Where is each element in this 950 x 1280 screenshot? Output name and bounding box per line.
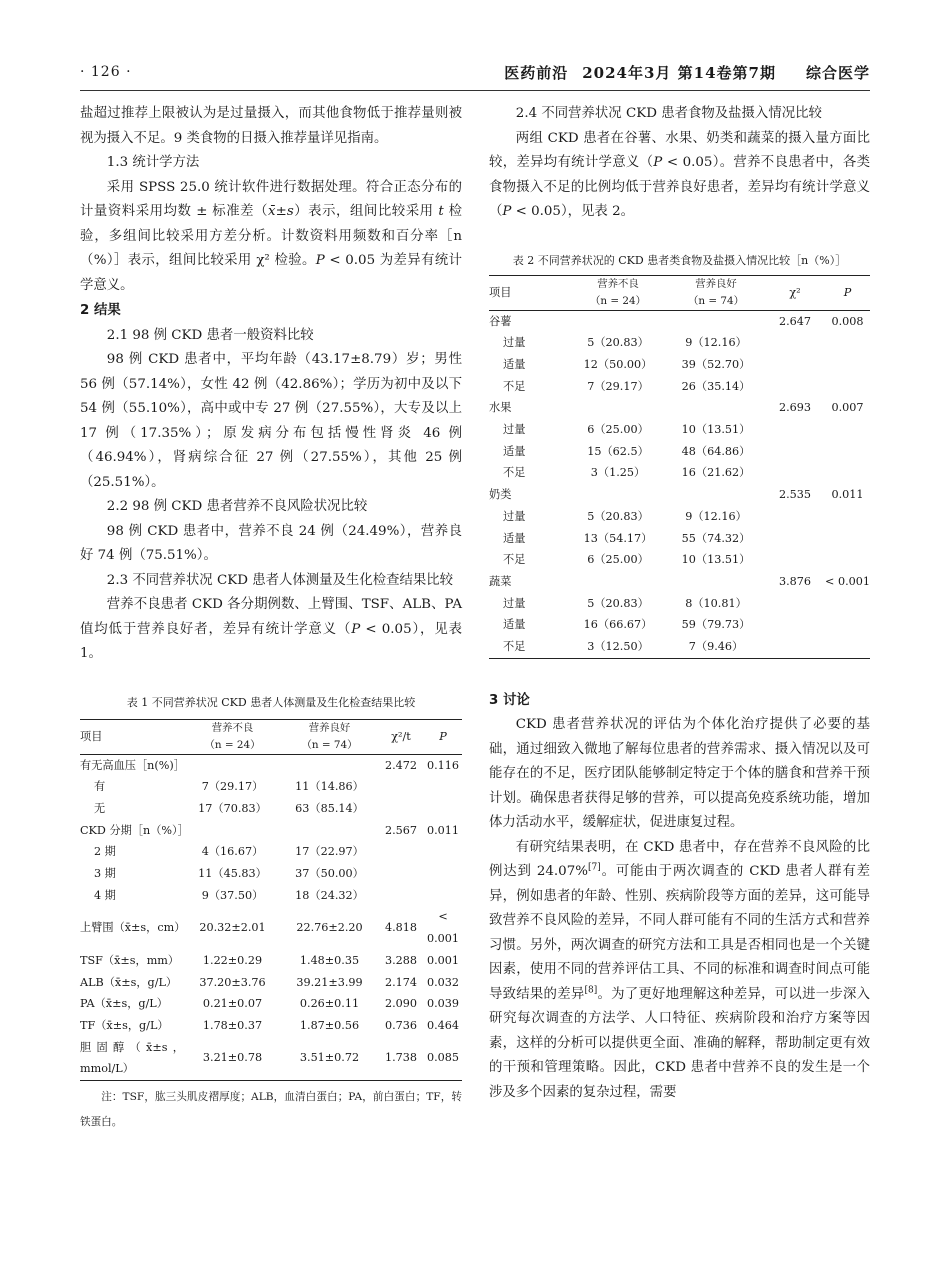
cell-item: 适量 — [503, 357, 526, 371]
paragraph-anthropometry: 营养不良患者 CKD 各分期例数、上臂围、TSF、ALB、PA 值均低于营养良好者，差异有统计学意义（P < 0.05），见表 1。 — [80, 597, 462, 661]
table-row — [80, 798, 462, 820]
cell-stat: 2.090 — [384, 997, 418, 1011]
cell-p — [424, 841, 462, 863]
cell-stat: 3.876 — [778, 574, 812, 588]
cell-stat — [765, 462, 825, 484]
cell-item: 适量 — [503, 531, 526, 545]
cell-group1 — [184, 820, 281, 842]
table-row — [489, 310, 870, 332]
cell-group2: 55（74.32） — [681, 531, 751, 545]
cell-item: 蔬菜 — [489, 574, 512, 588]
cell-stat — [378, 863, 424, 885]
table-1-header-stat: χ²/t — [378, 719, 424, 754]
table-row — [80, 820, 462, 842]
table-row — [489, 484, 870, 506]
section-2-title: 2 结果 — [80, 303, 121, 318]
cell-group2: 39（52.70） — [681, 357, 751, 371]
cell-group1: 3.21±0.78 — [184, 1037, 281, 1081]
cell-stat — [378, 841, 424, 863]
table-1-header-item: 项目 — [80, 719, 184, 754]
section-2-4-title: 2.4 不同营养状况 CKD 患者食物及盐摄入情况比较 — [515, 106, 822, 121]
cell-stat — [765, 441, 825, 463]
cell-group1: 17（70.83） — [198, 801, 267, 815]
cell-group1: 1.22±0.29 — [202, 953, 263, 967]
cell-stat — [765, 549, 825, 571]
cell-item: 适量 — [503, 444, 526, 458]
cell-item: TF（x̄±s，g/L） — [80, 1018, 169, 1032]
cell-group2: 22.76±2.20 — [296, 921, 363, 935]
cell-stat — [765, 332, 825, 354]
cell-group1 — [184, 754, 281, 776]
cell-p — [825, 354, 870, 376]
cell-item: 不足 — [503, 466, 526, 480]
cell-item: 过量 — [503, 596, 526, 610]
cell-group2: 18（24.32） — [295, 888, 364, 902]
table-row — [489, 332, 870, 354]
cell-item: 不足 — [489, 636, 569, 658]
table-2-header-p: P — [825, 275, 870, 310]
cell-group2 — [667, 397, 765, 419]
cell-item: 3 期 — [94, 867, 116, 881]
cell-group2: 1.48±0.35 — [299, 953, 360, 967]
cell-item: 适量 — [503, 618, 526, 632]
table-2-header-group2: 营养良好 — [667, 275, 765, 293]
table-row — [80, 863, 462, 885]
cell-group2 — [667, 310, 765, 332]
cell-group1: 6（25.00） — [587, 423, 649, 437]
cell-p: 0.116 — [426, 758, 460, 772]
cell-p — [825, 636, 870, 658]
cell-p — [825, 614, 870, 636]
table-row — [489, 419, 870, 441]
table-2 — [489, 275, 870, 659]
cell-p — [825, 506, 870, 528]
cell-group2: 9（12.16） — [685, 336, 747, 350]
running-header — [80, 62, 870, 86]
cell-p: 0.007 — [831, 401, 864, 415]
cell-p: 0.032 — [426, 975, 460, 989]
cell-stat: 4.818 — [384, 921, 418, 935]
table-1 — [80, 719, 462, 1082]
cell-item: 上臂围（x̄±s，cm） — [80, 921, 186, 935]
cell-group2: 3.51±0.72 — [281, 1037, 378, 1081]
page-number: · 126 · — [80, 64, 132, 80]
cell-group2: 10（13.51） — [681, 553, 751, 567]
section-2-3-title: 2.3 不同营养状况 CKD 患者人体测量及生化检查结果比较 — [106, 572, 454, 588]
table-row — [80, 1015, 462, 1037]
cell-p: 0.008 — [831, 314, 864, 328]
reference-8: [8] — [584, 985, 598, 996]
table-2-header-group1: 营养不良 — [569, 275, 667, 293]
journal-issue: 2024年3月 第14卷第7期 — [582, 64, 776, 82]
cell-item: 过量 — [503, 509, 526, 523]
cell-group2: 9（12.16） — [685, 509, 747, 523]
table-row — [489, 571, 870, 593]
table-row — [80, 993, 462, 1015]
cell-p: 0.011 — [426, 823, 460, 837]
right-column — [489, 102, 870, 1105]
cell-p: 0.085 — [424, 1037, 462, 1081]
cell-p: 0.039 — [426, 997, 460, 1011]
cell-item: 奶类 — [489, 488, 512, 502]
cell-stat: 1.738 — [378, 1037, 424, 1081]
cell-group2: 8（10.81） — [685, 596, 747, 610]
cell-stat — [378, 798, 424, 820]
table-row — [489, 397, 870, 419]
cell-stat — [765, 593, 825, 615]
cell-group1: 3（1.25） — [590, 466, 646, 480]
cell-stat — [765, 614, 825, 636]
cell-p: 0.464 — [426, 1018, 460, 1032]
cell-stat — [765, 354, 825, 376]
table-row — [80, 754, 462, 776]
cell-p — [424, 776, 462, 798]
cell-item: 胆固醇（x̄±s，mmol/L） — [80, 1037, 184, 1081]
cell-item: 有无高血压［n(%)］ — [80, 758, 185, 772]
paragraph-malnutrition-risk: 98 例 CKD 患者中，营养不良 24 例（24.49%），营养良好 74 例（75.51%）。 — [80, 523, 462, 563]
cell-item: 过量 — [503, 423, 526, 437]
table-row — [489, 462, 870, 484]
cell-group2: 16（21.62） — [681, 466, 751, 480]
cell-group1: 5（20.83） — [587, 596, 649, 610]
table-row — [80, 906, 462, 949]
table-row — [489, 614, 870, 636]
cell-p — [825, 593, 870, 615]
cell-stat: 2.647 — [778, 314, 812, 328]
table-row — [489, 549, 870, 571]
cell-p: 0.001 — [426, 953, 460, 967]
cell-stat: 2.535 — [778, 488, 812, 502]
cell-stat: 0.736 — [384, 1018, 418, 1032]
cell-p — [825, 332, 870, 354]
cell-group2: 37（50.00） — [295, 867, 364, 881]
table-1-header-group2-n: （n = 74） — [281, 737, 378, 755]
table-1-note: 注：TSF，肱三头肌皮褶厚度；ALB，血清白蛋白；PA，前白蛋白；TF，转铁蛋白。 — [80, 1091, 462, 1129]
reference-7: [7] — [587, 862, 601, 873]
table-1-caption: 表 1 不同营养状况 CKD 患者人体测量及生化检查结果比较 — [126, 695, 416, 709]
cell-p — [825, 441, 870, 463]
cell-group1: 1.78±0.37 — [202, 1018, 263, 1032]
table-1-header-p: P — [424, 719, 462, 754]
table-row — [80, 841, 462, 863]
paragraph-general-data: 98 例 CKD 患者中，平均年龄（43.17±8.79）岁；男性 56 例（57.14%），女性 42 例（42.86%）；学历为初中及以下 54 例（55.10%），高中或中专 27 例（27.55%），大专及以上 17 例（17.35%）；原发病分布包括慢性肾炎 46 例（46.94%），肾病综合征 27 例（27.55%），其他 25 例（25.51%）。 — [80, 352, 462, 490]
cell-group1 — [569, 397, 667, 419]
cell-stat: 2.472 — [384, 758, 418, 772]
cell-group1: 6（25.00） — [587, 553, 649, 567]
cell-stat: 2.174 — [384, 975, 418, 989]
cell-group1: 5（20.83） — [587, 336, 649, 350]
cell-item: CKD 分期［n（%）］ — [80, 823, 189, 837]
cell-stat — [378, 776, 424, 798]
paragraph-discussion-1: CKD 患者营养状况的评估为个体化治疗提供了必要的基础，通过细致入微地了解每位患者的营养需求、摄入情况以及可能存在的不足，医疗团队能够制定特定于个体的膳食和营养干预计划。确保患者获得足够的营养，可以提高免疫系统功能，增加体力活动水平，缓解症状，促进康复过程。 — [489, 717, 870, 831]
cell-item: PA（x̄±s，g/L） — [80, 997, 168, 1011]
cell-stat: 2.567 — [384, 823, 418, 837]
paragraph-statistics: 采用 SPSS 25.0 统计软件进行数据处理。符合正态分布的计量资料采用均数 ± 标准差（x̄±s）表示，组间比较采用 t 检验，多组间比较采用方差分析。计数资料用频数和百分率［n（%）］表示，组间比较采用 χ² 检验。P < 0.05 为差异有统计学意义。 — [80, 179, 462, 293]
paragraph-discussion-2: 有研究结果表明，在 CKD 患者中，存在营养不良风险的比例达到 24.07%[7]。可能由于两次调查的 CKD 患者人群有差异，例如患者的年龄、性别、疾病阶段等方面的差异，这可能导致营养不良风险的差异，不同人群可能有不同的生活方式和营养习惯。另外，两次调查的研究方法和工具是否相同也是一个关键因素，使用不同的营养评估工具、不同的标准和调查时间点可能导致结果的差异[8]。为了更好地理解这种差异，可以进一步深入研究每次调查的方法学、人口特征、疾病阶段和治疗方案等因素，这样的分析可以提供更全面、准确的解释，帮助制定更有效的干预和管理策略。因此，CKD 患者中营养不良的发生是一个涉及多个因素的复杂过程，需要 — [489, 839, 871, 1100]
journal-section: 综合医学 — [805, 64, 870, 82]
cell-group1: 11（45.83） — [198, 867, 267, 881]
table-row — [80, 885, 462, 907]
cell-p — [424, 798, 462, 820]
cell-group1: 20.32±2.01 — [199, 921, 266, 935]
table-row — [80, 950, 462, 972]
table-2-header-group2-n: （n = 74） — [667, 293, 765, 311]
cell-p — [825, 528, 870, 550]
table-2-caption: 表 2 不同营养状况的 CKD 患者类食物及盐摄入情况比较［n（%）］ — [512, 253, 847, 267]
table-row — [80, 1037, 462, 1081]
cell-p — [424, 885, 462, 907]
cell-group2 — [281, 820, 378, 842]
table-row — [489, 528, 870, 550]
cell-group2: 0.26±0.11 — [299, 997, 360, 1011]
cell-group1: 9（37.50） — [201, 888, 264, 902]
cell-p — [825, 462, 870, 484]
cell-p — [825, 376, 870, 398]
table-2-header-item: 项目 — [489, 275, 569, 310]
cell-item: 无 — [94, 801, 106, 815]
cell-group2: 7（9.46） — [667, 636, 765, 658]
table-1-header-group1-n: （n = 24） — [184, 737, 281, 755]
cell-item: 水果 — [489, 401, 512, 415]
cell-group1: 0.21±0.07 — [202, 997, 263, 1011]
cell-item: 2 期 — [94, 845, 116, 859]
cell-group2: 11（14.86） — [295, 780, 364, 794]
table-row — [489, 354, 870, 376]
cell-group1 — [569, 310, 667, 332]
cell-item: 不足 — [503, 379, 526, 393]
journal-name: 医药前沿 — [504, 64, 569, 82]
cell-p: 0.011 — [831, 488, 864, 502]
cell-item: 不足 — [503, 553, 526, 567]
table-row — [489, 636, 870, 658]
cell-stat — [765, 636, 825, 658]
cell-group1: 5（20.83） — [587, 509, 649, 523]
cell-group1: 3（12.50） — [569, 636, 667, 658]
cell-stat — [765, 528, 825, 550]
cell-stat — [378, 885, 424, 907]
cell-stat — [765, 376, 825, 398]
cell-group2: 39.21±3.99 — [296, 975, 363, 989]
cell-group1 — [569, 571, 667, 593]
cell-p: < 0.001 — [426, 910, 460, 946]
cell-item: 4 期 — [94, 888, 116, 902]
table-1-header-group2: 营养良好 — [281, 719, 378, 737]
journal-info — [504, 62, 870, 83]
table-row — [489, 593, 870, 615]
cell-item: TSF（x̄±s，mm） — [80, 953, 180, 967]
cell-group1: 37.20±3.76 — [199, 975, 266, 989]
cell-stat — [765, 506, 825, 528]
cell-group2 — [281, 754, 378, 776]
cell-group1: 15（62.5） — [587, 444, 649, 458]
cell-p: < 0.001 — [825, 574, 870, 588]
cell-item: 有 — [94, 780, 106, 794]
cell-group1 — [569, 484, 667, 506]
table-row — [80, 972, 462, 994]
table-row — [80, 776, 462, 798]
section-3-title: 3 讨论 — [489, 692, 530, 708]
cell-group2 — [667, 484, 765, 506]
cell-group2: 1.87±0.56 — [299, 1018, 360, 1032]
cell-item: 过量 — [503, 336, 526, 350]
cell-group1: 12（50.00） — [583, 357, 653, 371]
cell-group2: 63（85.14） — [295, 801, 364, 815]
cell-group1: 7（29.17） — [201, 780, 264, 794]
section-2-2-title: 2.2 98 例 CKD 患者营养不良风险状况比较 — [106, 499, 368, 514]
cell-stat: 2.693 — [778, 401, 812, 415]
header-rule — [80, 90, 870, 91]
cell-p — [825, 549, 870, 571]
table-2-header-stat: χ² — [765, 275, 825, 310]
table-2-header-group1-n: （n = 24） — [569, 293, 667, 311]
section-2-1-title: 2.1 98 例 CKD 患者一般资料比较 — [106, 327, 314, 343]
cell-group2: 10（13.51） — [681, 423, 751, 437]
cell-group1: 16（66.67） — [583, 618, 653, 632]
cell-group1: 13（54.17） — [583, 531, 653, 545]
cell-group2: 48（64.86） — [681, 444, 751, 458]
cell-p — [825, 419, 870, 441]
table-row — [489, 376, 870, 398]
cell-group1: 7（29.17） — [587, 379, 649, 393]
section-1-3-title: 1.3 统计学方法 — [106, 155, 200, 170]
cell-group1: 4（16.67） — [201, 845, 264, 859]
left-column — [80, 102, 462, 1135]
cell-stat: 3.288 — [384, 953, 418, 967]
cell-group2: 59（79.73） — [681, 618, 751, 632]
paragraph-intake-criteria: 盐超过推荐上限被认为是过量摄入，而其他食物低于推荐量则被视为摄入不足。9 类食物的日摄入推荐量详见指南。 — [80, 106, 462, 146]
cell-item: 谷薯 — [489, 314, 512, 328]
paragraph-food-intake: 两组 CKD 患者在谷薯、水果、奶类和蔬菜的摄入量方面比较，差异均有统计学意义（P < 0.05）。营养不良患者中，各类食物摄入不足的比例均低于营养良好患者，差异均有统计学意义（P < 0.05），见表 2。 — [489, 130, 870, 219]
cell-group2: 17（22.97） — [295, 845, 364, 859]
cell-item: ALB（x̄±s，g/L） — [80, 975, 178, 989]
cell-stat — [765, 419, 825, 441]
table-row — [489, 441, 870, 463]
cell-group2: 26（35.14） — [681, 379, 751, 393]
table-1-header-group1: 营养不良 — [184, 719, 281, 737]
table-row — [489, 506, 870, 528]
cell-group2 — [667, 571, 765, 593]
cell-p — [424, 863, 462, 885]
